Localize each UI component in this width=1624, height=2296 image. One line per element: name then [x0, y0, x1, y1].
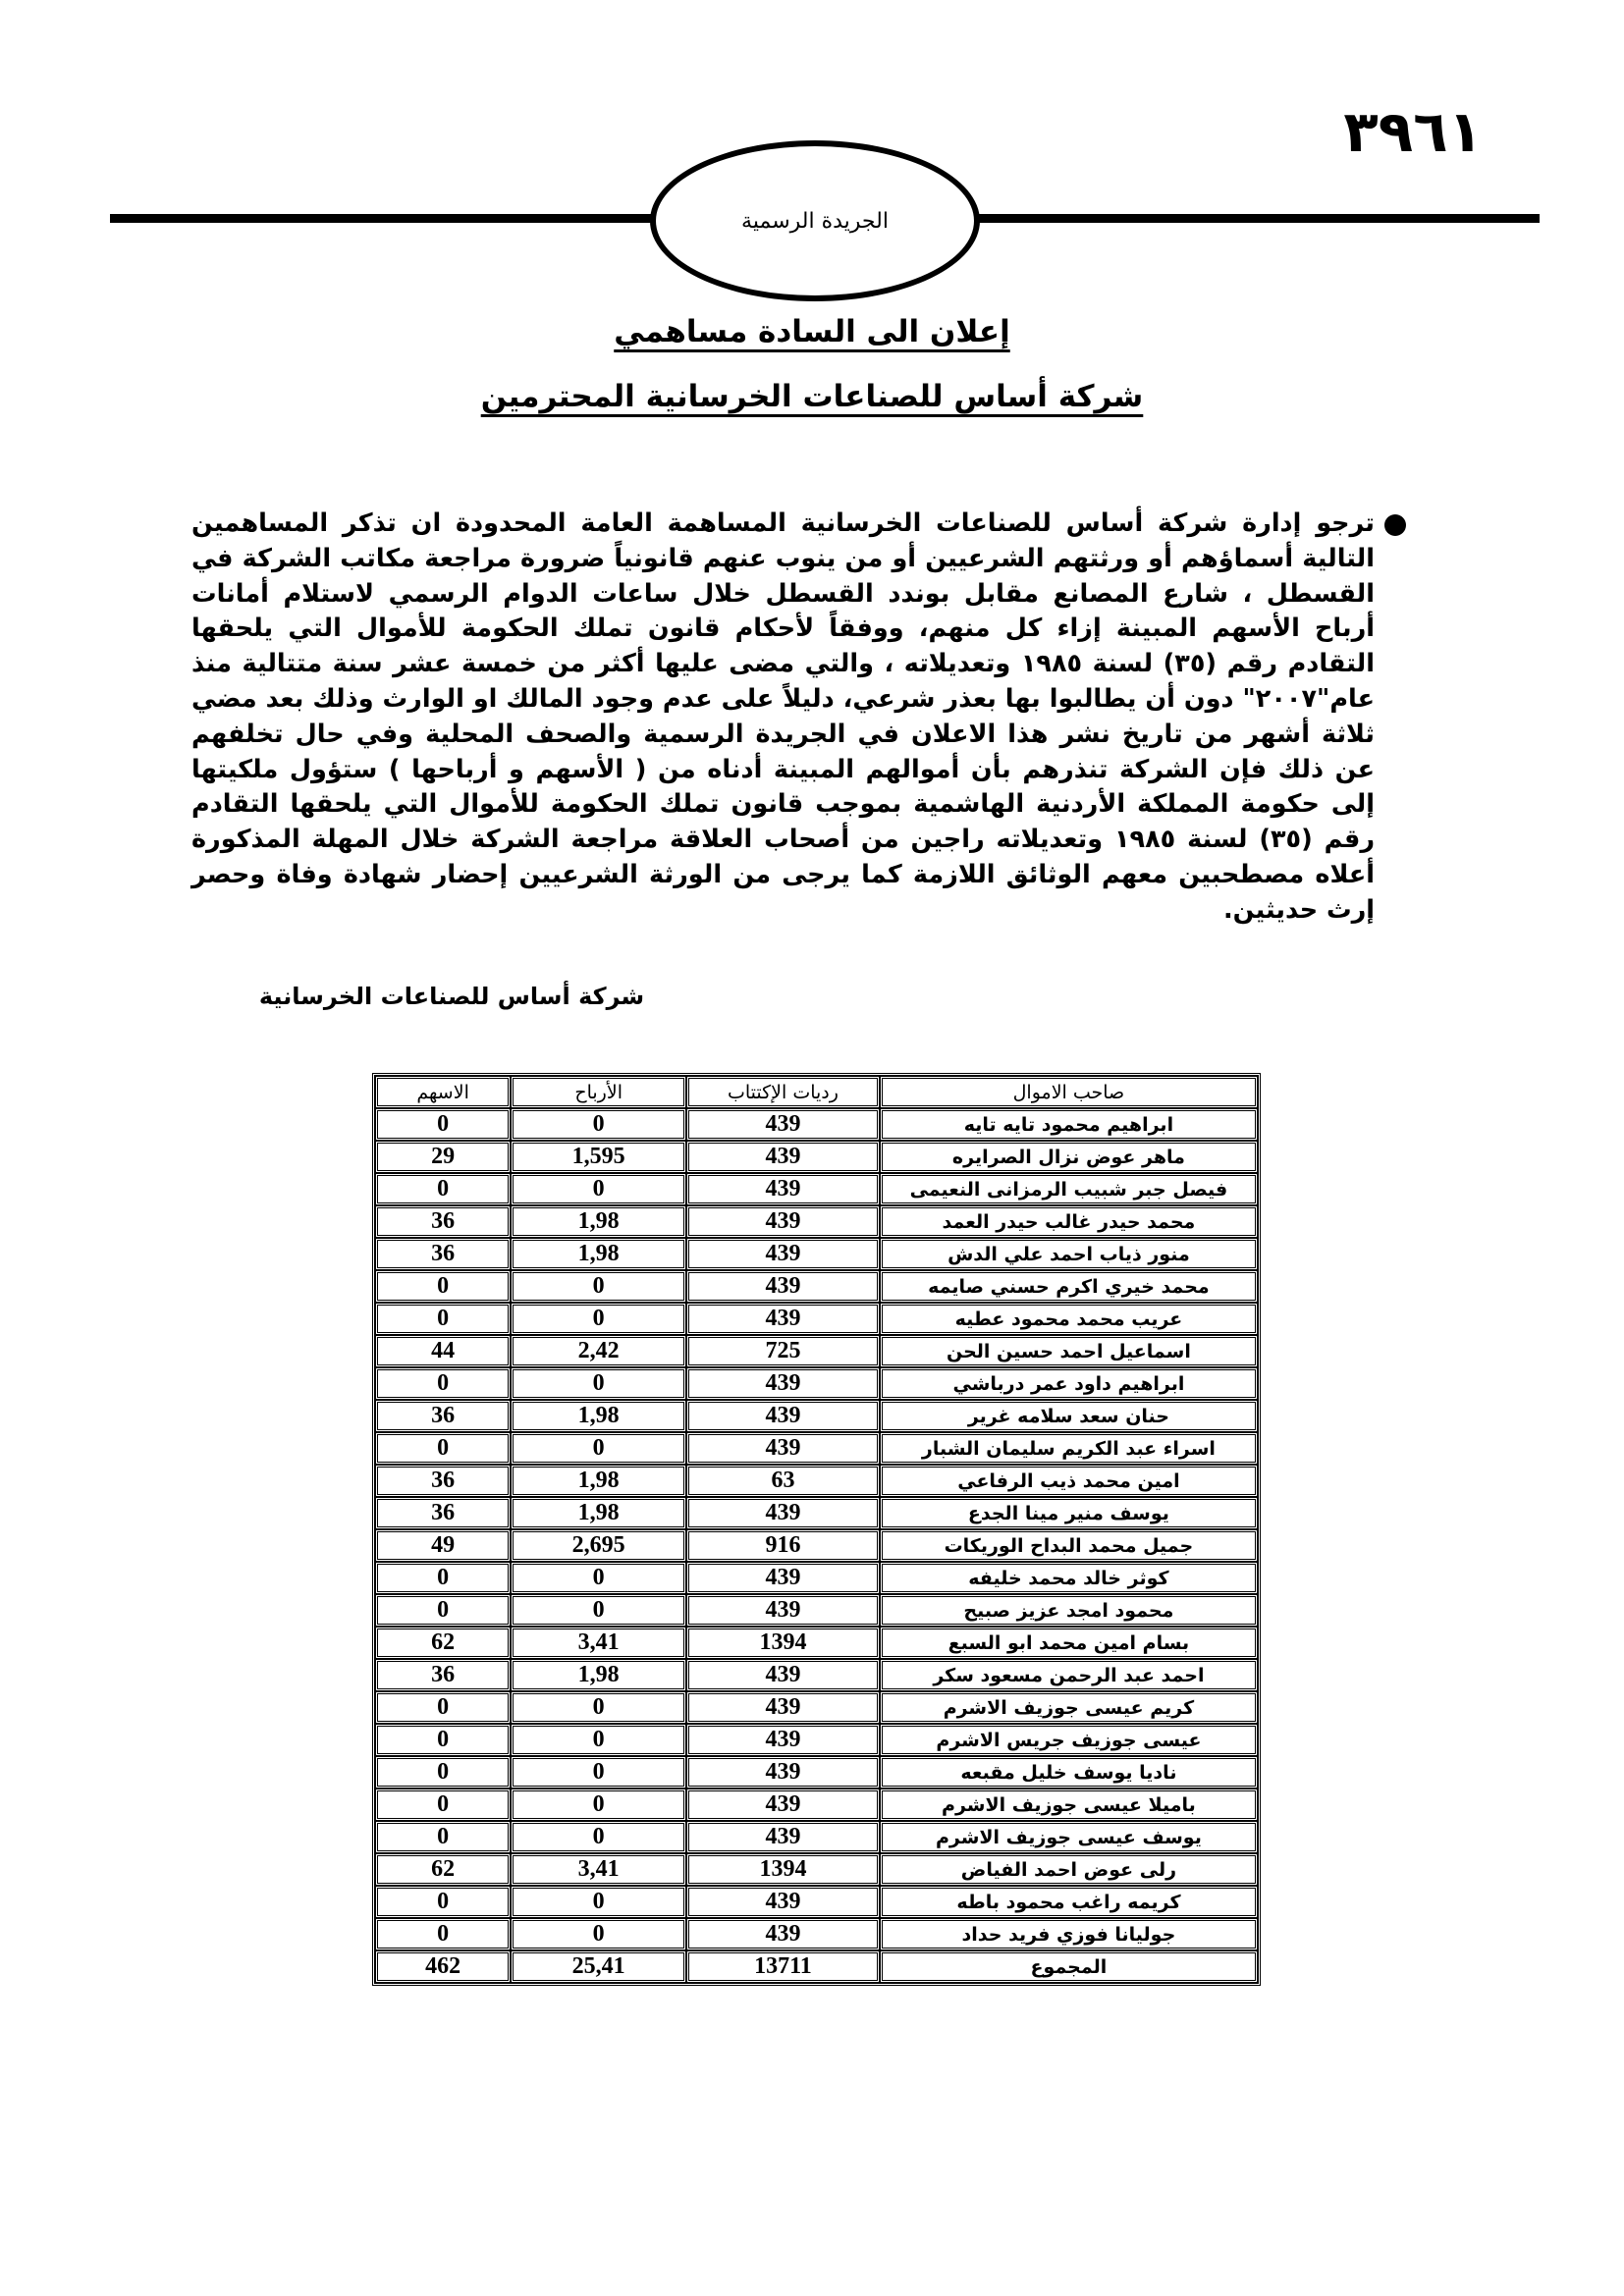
profits-cell: 2,695: [511, 1529, 686, 1562]
owner-cell: باميلا عيسى جوزيف الاشرم: [880, 1789, 1258, 1821]
table-row: [375, 1724, 1258, 1756]
owner-cell: يوسف منير مينا الجدع: [880, 1497, 1258, 1529]
table-row: [375, 1853, 1258, 1886]
profits-cell: 0: [511, 1724, 686, 1756]
owner-cell: حنان سعد سلامه غرير: [880, 1400, 1258, 1432]
shares-cell: 36: [375, 1205, 511, 1238]
shares-cell: 0: [375, 1173, 511, 1205]
subscription-refunds-cell: 439: [686, 1497, 880, 1529]
header-profits: الأرباح: [511, 1076, 686, 1108]
title-line-2: شركة أساس للصناعات الخرسانية المحترمين: [480, 379, 1144, 414]
shares-cell: 0: [375, 1918, 511, 1950]
owner-cell: ابراهيم محمود تايه تايه: [880, 1108, 1258, 1141]
profits-cell: 0: [511, 1562, 686, 1594]
shares-cell: 0: [375, 1886, 511, 1918]
table-row: [375, 1335, 1258, 1367]
owner-cell: رلى عوض احمد الفياض: [880, 1853, 1258, 1886]
owner-cell: جميل محمد البداح الوريكات: [880, 1529, 1258, 1562]
publication-oval: [650, 140, 980, 301]
table-row: [375, 1497, 1258, 1529]
subscription-refunds-cell: 1394: [686, 1853, 880, 1886]
profits-cell: 0: [511, 1594, 686, 1627]
profits-cell: 1,595: [511, 1141, 686, 1173]
owner-cell: محمود امجد عزيز صبيح: [880, 1594, 1258, 1627]
shares-cell: 0: [375, 1724, 511, 1756]
shares-cell: 0: [375, 1270, 511, 1303]
table-row: [375, 1691, 1258, 1724]
profits-cell: 3,41: [511, 1627, 686, 1659]
owner-cell: كوثر خالد محمد خليفه: [880, 1562, 1258, 1594]
subscription-refunds-cell: 63: [686, 1465, 880, 1497]
subscription-refunds-cell: 439: [686, 1724, 880, 1756]
header-shares: الاسهم: [375, 1076, 511, 1108]
profits-cell: 0: [511, 1821, 686, 1853]
subscription-refunds-cell: 439: [686, 1756, 880, 1789]
table-row: [375, 1659, 1258, 1691]
shares-cell: 62: [375, 1627, 511, 1659]
subscription-refunds-cell: 439: [686, 1432, 880, 1465]
subscription-refunds-cell: 439: [686, 1238, 880, 1270]
profits-cell: 1,98: [511, 1205, 686, 1238]
table-caption: شركة أساس للصناعات الخرسانية: [258, 983, 645, 1010]
owner-cell: اسراء عبد الكريم سليمان الشبار: [880, 1432, 1258, 1465]
table-row: [375, 1238, 1258, 1270]
shares-cell: 36: [375, 1497, 511, 1529]
profits-cell: 1,98: [511, 1238, 686, 1270]
shares-cell: 44: [375, 1335, 511, 1367]
shares-cell: 36: [375, 1465, 511, 1497]
announcement-text: ترجو إدارة شركة أساس للصناعات الخرسانية المساهمة العامة المحدودة ان تذكر المساهمين التالية أسماؤهم أو ورثتهم الشرعيين أو من ينوب عنهم قانونياً ضرورة مراجعة مكاتب الشركة في القسطل ، شارع المصانع مقابل بوندد القسطل خلال ساعات الدوام الرسمي لاستلام أمانات أرباح الأسهم المبينة إزاء كل منهم، ووفقاً لأحكام قانون تملك الحكومة للأموال التي يلحقها التقادم رقم (٣٥) لسنة ١٩٨٥ وتعديلاته ، والتي مضى عليها أكثر من خمسة عشر سنة متتالية منذ عام"٢٠٠٧" دون أن يطالبوا بها بعذر شرعي، دليلاً على عدم وجود المالك او الوارث وذلك بعد مضي ثلاثة أشهر من تاريخ نشر هذا الاعلان في الجريدة الرسمية والصحف المحلية وفي حال تخلفهم عن ذلك فإن الشركة تنذرهم بأن أموالهم المبينة أدناه من ( الأسهم و أرباحها ) ستؤول ملكيتها إلى حكومة المملكة الأردنية الهاشمية بموجب قانون تملك الحكومة للأموال التي يلحقها التقادم رقم (٣٥) لسنة ١٩٨٥ وتعديلاته راجين من أصحاب العلاقة مراجعة الشركة خلال المهلة المذكورة أعلاه مصطحبين معهم الوثائق اللازمة كما يرجى من الورثة الشرعيين إحضار شهادة وفاة وحصر إرث حديثين.: [191, 508, 1376, 925]
table-row: [375, 1400, 1258, 1432]
publication-name: الجريدة الرسمية: [741, 208, 889, 234]
profits-cell: 0: [511, 1918, 686, 1950]
table-row: [375, 1141, 1258, 1173]
owner-cell: محمد خيري اكرم حسني صايمه: [880, 1270, 1258, 1303]
table-row: [375, 1205, 1258, 1238]
table-row: [375, 1562, 1258, 1594]
subscription-refunds-cell: 439: [686, 1108, 880, 1141]
subscription-refunds-cell: 439: [686, 1918, 880, 1950]
holdings-table: [372, 1073, 1261, 1986]
shares-cell: 0: [375, 1789, 511, 1821]
profits-cell: 0: [511, 1789, 686, 1821]
profits-cell: 0: [511, 1432, 686, 1465]
shares-cell: 462: [375, 1950, 511, 1983]
owner-cell: ماهر عوض نزال الصرايره: [880, 1141, 1258, 1173]
shares-cell: 0: [375, 1108, 511, 1141]
subscription-refunds-cell: 439: [686, 1303, 880, 1335]
owner-cell: كريمه راغب محمود باطه: [880, 1886, 1258, 1918]
subscription-refunds-cell: 439: [686, 1270, 880, 1303]
profits-cell: 0: [511, 1756, 686, 1789]
subscription-refunds-cell: 439: [686, 1141, 880, 1173]
shares-cell: 0: [375, 1691, 511, 1724]
profits-cell: 3,41: [511, 1853, 686, 1886]
subscription-refunds-cell: 439: [686, 1173, 880, 1205]
subscription-refunds-cell: 439: [686, 1367, 880, 1400]
profits-cell: 1,98: [511, 1465, 686, 1497]
subscription-refunds-cell: 439: [686, 1562, 880, 1594]
title-line-1: إعلان الى السادة مساهمي: [614, 314, 1010, 349]
owner-cell: فيصل جبر شبيب الرمزانى النعيمى: [880, 1173, 1258, 1205]
subscription-refunds-cell: 1394: [686, 1627, 880, 1659]
profits-cell: 0: [511, 1270, 686, 1303]
shares-cell: 36: [375, 1238, 511, 1270]
shares-cell: 0: [375, 1562, 511, 1594]
subscription-refunds-cell: 439: [686, 1886, 880, 1918]
company-title: [0, 379, 1624, 414]
profits-cell: 1,98: [511, 1497, 686, 1529]
owner-cell: اسماعيل احمد حسين الحن: [880, 1335, 1258, 1367]
owner-cell: بسام امين محمد ابو السبع: [880, 1627, 1258, 1659]
shares-cell: 0: [375, 1594, 511, 1627]
subscription-refunds-cell: 916: [686, 1529, 880, 1562]
shares-cell: 49: [375, 1529, 511, 1562]
table-row: [375, 1821, 1258, 1853]
owner-cell: احمد عبد الرحمن مسعود سكر: [880, 1659, 1258, 1691]
total-row: [375, 1950, 1258, 1983]
owner-cell: كريم عيسى جوزيف الاشرم: [880, 1691, 1258, 1724]
owner-cell: ابراهيم داود عمر درباشي: [880, 1367, 1258, 1400]
subscription-refunds-cell: 439: [686, 1789, 880, 1821]
shares-cell: 29: [375, 1141, 511, 1173]
owner-cell: عريب محمد محمود عطيه: [880, 1303, 1258, 1335]
shares-cell: 0: [375, 1303, 511, 1335]
table-row: [375, 1270, 1258, 1303]
subscription-refunds-cell: 13711: [686, 1950, 880, 1983]
shares-cell: 0: [375, 1367, 511, 1400]
owner-cell: محمد حيدر غالب حيدر العمد: [880, 1205, 1258, 1238]
subscription-refunds-cell: 439: [686, 1205, 880, 1238]
table-row: [375, 1108, 1258, 1141]
owner-cell: المجموع: [880, 1950, 1258, 1983]
profits-cell: 0: [511, 1173, 686, 1205]
table-row: [375, 1886, 1258, 1918]
subscription-refunds-cell: 439: [686, 1594, 880, 1627]
table-row: [375, 1173, 1258, 1205]
subscription-refunds-cell: 439: [686, 1400, 880, 1432]
profits-cell: 2,42: [511, 1335, 686, 1367]
table-row: [375, 1594, 1258, 1627]
owner-cell: امين محمد ذيب الرفاعي: [880, 1465, 1258, 1497]
table-row: [375, 1303, 1258, 1335]
subscription-refunds-cell: 439: [686, 1659, 880, 1691]
table-row: [375, 1789, 1258, 1821]
profits-cell: 0: [511, 1303, 686, 1335]
shares-cell: 62: [375, 1853, 511, 1886]
profits-cell: 0: [511, 1367, 686, 1400]
table-row: [375, 1529, 1258, 1562]
header-owner: صاحب الاموال: [880, 1076, 1258, 1108]
profits-cell: 0: [511, 1691, 686, 1724]
profits-cell: 1,98: [511, 1659, 686, 1691]
table-row: [375, 1465, 1258, 1497]
subscription-refunds-cell: 439: [686, 1691, 880, 1724]
shares-cell: 0: [375, 1821, 511, 1853]
shares-cell: 36: [375, 1659, 511, 1691]
table-header-row: [375, 1076, 1258, 1108]
header-subscription-refunds: رديات الإكتتاب: [686, 1076, 880, 1108]
shares-cell: 0: [375, 1432, 511, 1465]
subscription-refunds-cell: 439: [686, 1821, 880, 1853]
profits-cell: 25,41: [511, 1950, 686, 1983]
announcement-title: [0, 314, 1624, 349]
profits-cell: 1,98: [511, 1400, 686, 1432]
owner-cell: ناديا يوسف خليل مقبعه: [880, 1756, 1258, 1789]
owner-cell: جوليانا فوزي فريد حداد: [880, 1918, 1258, 1950]
page-number: ٣٩٦١: [1343, 98, 1483, 165]
announcement-body: [191, 507, 1414, 929]
table-row: [375, 1756, 1258, 1789]
table-row: [375, 1627, 1258, 1659]
profits-cell: 0: [511, 1108, 686, 1141]
shares-cell: 36: [375, 1400, 511, 1432]
owner-cell: منور ذياب احمد علي الدش: [880, 1238, 1258, 1270]
shares-cell: 0: [375, 1756, 511, 1789]
profits-cell: 0: [511, 1886, 686, 1918]
subscription-refunds-cell: 725: [686, 1335, 880, 1367]
owner-cell: عيسى جوزيف جريس الاشرم: [880, 1724, 1258, 1756]
table-row: [375, 1432, 1258, 1465]
table-row: [375, 1918, 1258, 1950]
owner-cell: يوسف عيسى جوزيف الاشرم: [880, 1821, 1258, 1853]
table-row: [375, 1367, 1258, 1400]
